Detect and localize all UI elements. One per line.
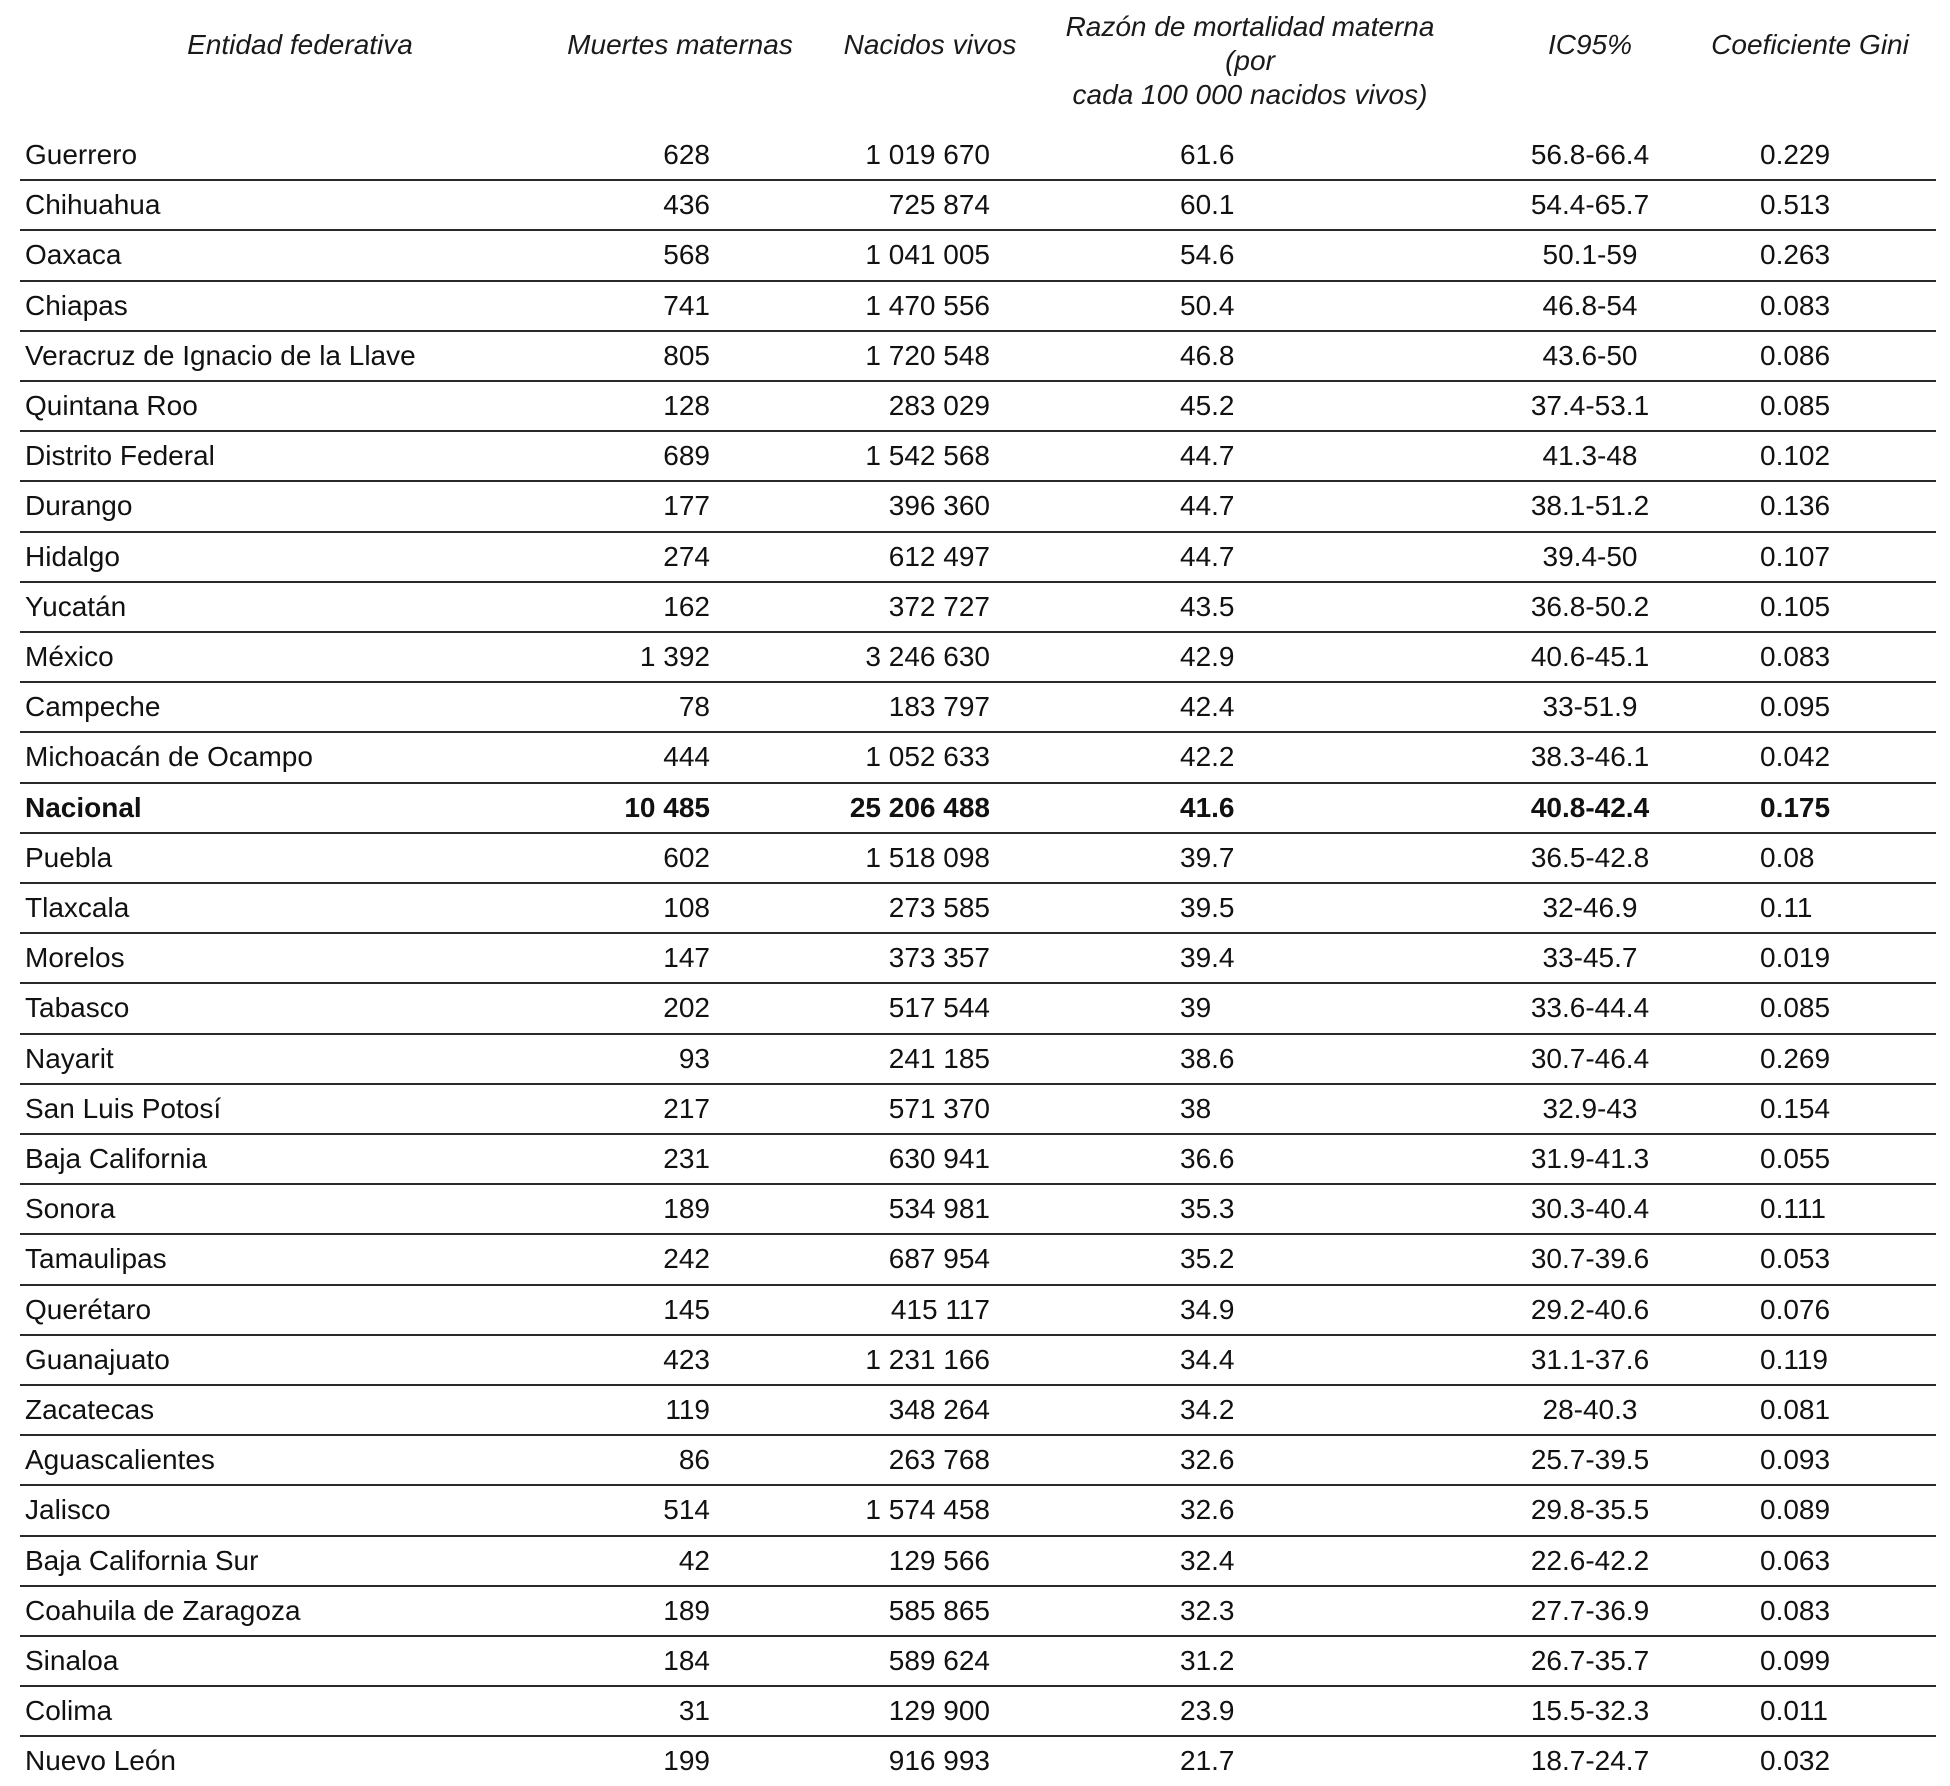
cell-gini: 0.107 <box>1760 540 1831 572</box>
cell-deaths: 231 <box>663 1143 710 1174</box>
cell-gini: 0.011 <box>1760 1695 1828 1727</box>
cell-deaths: 514 <box>663 1494 710 1526</box>
cell-births: 273 585 <box>888 892 990 923</box>
cell-gini: 0.053 <box>1760 1243 1831 1275</box>
cell-births: 1 542 568 <box>865 440 990 472</box>
cell-entity: Sinaloa <box>25 1645 119 1676</box>
cell-gini: 0.055 <box>1760 1143 1831 1174</box>
cell-ratio: 42.9 <box>1180 641 1235 672</box>
cell-ci: 31.9-41.3 <box>1530 1143 1650 1174</box>
cell-deaths: 628 <box>663 139 710 170</box>
header-entity: Entidad federativa <box>187 29 413 60</box>
cell-ci: 22.6-42.2 <box>1530 1544 1650 1576</box>
cell-gini: 0.263 <box>1760 239 1831 271</box>
cell-births: 348 264 <box>888 1394 990 1425</box>
cell-deaths: 147 <box>663 942 710 974</box>
cell-ci: 54.4-65.7 <box>1530 189 1650 221</box>
cell-entity: Guanajuato <box>25 1343 170 1375</box>
cell-gini: 0.111 <box>1760 1193 1826 1225</box>
cell-deaths: 202 <box>663 992 710 1024</box>
cell-ratio: 44.7 <box>1180 440 1235 472</box>
cell-ratio: 42.4 <box>1180 691 1235 723</box>
cell-entity: Tamaulipas <box>25 1243 167 1275</box>
cell-births: 1 720 548 <box>865 339 990 371</box>
cell-entity: Chihuahua <box>25 189 161 221</box>
cell-births: 373 357 <box>888 942 990 974</box>
cell-births: 1 019 670 <box>865 139 990 170</box>
cell-gini: 0.083 <box>1760 1594 1831 1626</box>
cell-gini: 0.032 <box>1760 1745 1831 1777</box>
cell-births: 3 246 630 <box>865 641 990 672</box>
cell-ratio: 60.1 <box>1180 189 1235 221</box>
cell-deaths: 162 <box>663 590 710 622</box>
cell-ratio: 39.7 <box>1180 841 1235 873</box>
cell-entity: Veracruz de Ignacio de la Llave <box>25 339 416 371</box>
cell-ratio: 34.4 <box>1180 1343 1235 1375</box>
cell-births: 372 727 <box>888 590 990 622</box>
cell-ci: 40.8-42.4 <box>1530 791 1650 823</box>
cell-deaths: 184 <box>663 1645 710 1676</box>
cell-gini: 0.085 <box>1760 992 1831 1024</box>
cell-ratio: 44.7 <box>1180 490 1235 522</box>
cell-ci: 29.8-35.5 <box>1530 1494 1650 1526</box>
cell-entity: Quintana Roo <box>25 390 198 421</box>
table-row <box>0 1084 1950 1134</box>
cell-deaths: 31 <box>678 1695 710 1727</box>
table-row <box>0 431 1950 481</box>
cell-gini: 0.513 <box>1760 189 1831 221</box>
cell-gini: 0.229 <box>1760 139 1831 170</box>
cell-entity: Zacatecas <box>25 1394 155 1425</box>
cell-ratio: 42.2 <box>1180 741 1235 773</box>
cell-ratio: 39.4 <box>1180 942 1235 974</box>
cell-gini: 0.083 <box>1760 641 1831 672</box>
cell-ratio: 21.7 <box>1180 1745 1235 1777</box>
cell-entity: Michoacán de Ocampo <box>25 741 313 773</box>
cell-entity: Morelos <box>25 942 125 974</box>
cell-gini: 0.269 <box>1760 1042 1831 1074</box>
cell-entity: Nacional <box>25 791 142 823</box>
cell-gini: 0.102 <box>1760 440 1831 472</box>
cell-gini: 0.119 <box>1760 1343 1828 1375</box>
cell-ci: 41.3-48 <box>1542 440 1638 472</box>
cell-ratio: 41.6 <box>1180 791 1235 823</box>
cell-deaths: 602 <box>663 841 710 873</box>
cell-entity: Coahuila de Zaragoza <box>25 1594 301 1626</box>
table-row <box>0 682 1950 732</box>
table-row <box>0 1435 1950 1485</box>
table-row <box>0 833 1950 883</box>
table-row <box>0 381 1950 431</box>
cell-entity: Tlaxcala <box>25 892 130 923</box>
cell-deaths: 189 <box>663 1193 710 1225</box>
cell-ratio: 46.8 <box>1180 339 1235 371</box>
table-row <box>0 883 1950 933</box>
cell-ratio: 35.2 <box>1180 1243 1235 1275</box>
cell-births: 263 768 <box>888 1444 990 1476</box>
cell-ci: 25.7-39.5 <box>1530 1444 1650 1476</box>
cell-gini: 0.105 <box>1760 590 1831 622</box>
table-row <box>0 1385 1950 1435</box>
cell-entity: Querétaro <box>25 1293 152 1325</box>
cell-entity: Baja California Sur <box>25 1544 259 1576</box>
cell-births: 630 941 <box>888 1143 990 1174</box>
cell-births: 589 624 <box>888 1645 990 1676</box>
cell-gini: 0.154 <box>1760 1092 1831 1124</box>
cell-ci: 32.9-43 <box>1542 1092 1638 1124</box>
cell-ratio: 54.6 <box>1180 239 1235 271</box>
header-births: Nacidos vivos <box>843 29 1017 60</box>
cell-deaths: 568 <box>663 239 710 271</box>
cell-ci: 31.1-37.6 <box>1530 1343 1650 1375</box>
cell-ci: 39.4-50 <box>1542 540 1638 572</box>
cell-births: 129 566 <box>888 1544 990 1576</box>
table-row <box>0 1285 1950 1335</box>
table-row <box>0 1134 1950 1184</box>
cell-ci: 38.3-46.1 <box>1530 741 1650 773</box>
cell-gini: 0.076 <box>1760 1293 1831 1325</box>
cell-deaths: 10 485 <box>624 791 710 823</box>
cell-ratio: 50.4 <box>1180 289 1235 321</box>
cell-deaths: 741 <box>663 289 710 321</box>
cell-births: 1 518 098 <box>865 841 990 873</box>
table-row <box>0 1586 1950 1636</box>
cell-ci: 15.5-32.3 <box>1530 1695 1650 1727</box>
cell-ratio: 44.7 <box>1180 540 1235 572</box>
cell-deaths: 423 <box>663 1343 710 1375</box>
cell-deaths: 189 <box>663 1594 710 1626</box>
table-row <box>0 1485 1950 1535</box>
cell-deaths: 78 <box>678 691 710 723</box>
cell-ci: 32-46.9 <box>1542 892 1638 923</box>
table-row <box>0 1234 1950 1284</box>
table-row <box>0 1034 1950 1084</box>
cell-gini: 0.019 <box>1760 942 1831 974</box>
cell-ci: 33-51.9 <box>1542 691 1638 723</box>
cell-ratio: 38 <box>1180 1092 1212 1124</box>
cell-ci: 28-40.3 <box>1542 1394 1638 1425</box>
table-row <box>0 1184 1950 1234</box>
cell-deaths: 199 <box>663 1745 710 1777</box>
cell-ci: 29.2-40.6 <box>1530 1293 1650 1325</box>
header-ci: IC95% <box>1547 29 1633 60</box>
table-row-total <box>0 783 1950 833</box>
cell-entity: Guerrero <box>25 139 138 170</box>
cell-entity: Campeche <box>25 691 161 723</box>
cell-gini: 0.042 <box>1760 741 1831 773</box>
table-row <box>0 1736 1950 1786</box>
cell-entity: Jalisco <box>25 1494 111 1526</box>
cell-births: 241 185 <box>888 1042 990 1074</box>
cell-entity: Chiapas <box>25 289 128 321</box>
cell-ci: 36.5-42.8 <box>1530 841 1650 873</box>
cell-entity: Baja California <box>25 1143 208 1174</box>
cell-ci: 37.4-53.1 <box>1530 390 1650 421</box>
cell-gini: 0.083 <box>1760 289 1831 321</box>
cell-entity: Nuevo León <box>25 1745 177 1777</box>
cell-entity: Puebla <box>25 841 113 873</box>
table-row <box>0 1536 1950 1586</box>
table-row <box>0 1636 1950 1686</box>
cell-ratio: 32.6 <box>1180 1444 1235 1476</box>
cell-deaths: 119 <box>665 1394 710 1425</box>
table-row <box>0 331 1950 381</box>
cell-deaths: 177 <box>663 490 710 522</box>
cell-ratio: 35.3 <box>1180 1193 1235 1225</box>
cell-ratio: 32.3 <box>1180 1594 1235 1626</box>
cell-gini: 0.081 <box>1760 1394 1831 1425</box>
cell-deaths: 108 <box>663 892 710 923</box>
cell-births: 687 954 <box>888 1243 990 1275</box>
header-ratio <box>1040 10 1460 112</box>
cell-births: 517 544 <box>888 992 990 1024</box>
cell-ratio: 39.5 <box>1180 892 1235 923</box>
cell-entity: Sonora <box>25 1193 116 1225</box>
cell-deaths: 436 <box>663 189 710 221</box>
cell-ci: 38.1-51.2 <box>1530 490 1650 522</box>
cell-ratio: 43.5 <box>1180 590 1235 622</box>
cell-deaths: 42 <box>678 1544 710 1576</box>
cell-deaths: 145 <box>663 1293 710 1325</box>
cell-births: 25 206 488 <box>849 791 990 823</box>
cell-ci: 26.7-35.7 <box>1530 1645 1650 1676</box>
cell-ci: 30.7-46.4 <box>1530 1042 1650 1074</box>
cell-births: 1 470 556 <box>865 289 990 321</box>
cell-gini: 0.086 <box>1760 339 1831 371</box>
cell-gini: 0.136 <box>1760 490 1831 522</box>
cell-deaths: 93 <box>678 1042 710 1074</box>
cell-births: 571 370 <box>888 1092 990 1124</box>
cell-ratio: 36.6 <box>1180 1143 1235 1174</box>
cell-ci: 30.3-40.4 <box>1530 1193 1650 1225</box>
cell-entity: México <box>25 641 114 672</box>
cell-entity: Colima <box>25 1695 113 1727</box>
cell-ratio: 32.6 <box>1180 1494 1235 1526</box>
table-row <box>0 180 1950 230</box>
cell-deaths: 805 <box>663 339 710 371</box>
cell-ratio: 34.2 <box>1180 1394 1235 1425</box>
cell-entity: Oaxaca <box>25 239 122 271</box>
header-ratio-line2: cada 100 000 nacidos vivos) <box>1072 79 1428 110</box>
cell-deaths: 444 <box>663 741 710 773</box>
table-row <box>0 933 1950 983</box>
cell-entity: Nayarit <box>25 1042 114 1074</box>
cell-gini: 0.089 <box>1760 1494 1831 1526</box>
table-row <box>0 230 1950 280</box>
cell-gini: 0.085 <box>1760 390 1831 421</box>
cell-entity: Yucatán <box>25 590 127 622</box>
cell-gini: 0.11 <box>1760 892 1813 923</box>
cell-ci: 46.8-54 <box>1542 289 1638 321</box>
cell-gini: 0.099 <box>1760 1645 1831 1676</box>
cell-births: 1 574 458 <box>865 1494 990 1526</box>
header-ratio-line1: Razón de mortalidad materna (por <box>1065 11 1435 76</box>
cell-ratio: 38.6 <box>1180 1042 1235 1074</box>
table-row <box>0 1335 1950 1385</box>
cell-ci: 50.1-59 <box>1542 239 1638 271</box>
cell-births: 1 231 166 <box>865 1343 990 1375</box>
cell-entity: Tabasco <box>25 992 130 1024</box>
table-row <box>0 632 1950 682</box>
cell-births: 396 360 <box>888 490 990 522</box>
cell-ci: 33-45.7 <box>1542 942 1638 974</box>
cell-births: 612 497 <box>888 540 990 572</box>
cell-ratio: 45.2 <box>1180 390 1235 421</box>
cell-gini: 0.08 <box>1760 841 1815 873</box>
cell-deaths: 128 <box>663 390 710 421</box>
table-row <box>0 481 1950 531</box>
cell-gini: 0.175 <box>1760 791 1831 823</box>
cell-deaths: 242 <box>663 1243 710 1275</box>
cell-births: 283 029 <box>888 390 990 421</box>
table-row <box>0 1686 1950 1736</box>
cell-ci: 43.6-50 <box>1542 339 1638 371</box>
header-gini: Coeficiente Gini <box>1711 29 1909 60</box>
cell-births: 585 865 <box>888 1594 990 1626</box>
cell-births: 725 874 <box>888 189 990 221</box>
cell-births: 1 052 633 <box>865 741 990 773</box>
cell-gini: 0.093 <box>1760 1444 1831 1476</box>
cell-ci: 36.8-50.2 <box>1530 590 1650 622</box>
cell-ratio: 61.6 <box>1180 139 1235 170</box>
cell-deaths: 1 392 <box>639 641 710 672</box>
cell-entity: Aguascalientes <box>25 1444 215 1476</box>
cell-ratio: 39 <box>1180 992 1212 1024</box>
header-deaths: Muertes maternas <box>567 29 793 60</box>
cell-entity: Durango <box>25 490 133 522</box>
cell-entity: San Luis Potosí <box>25 1092 222 1124</box>
cell-ratio: 31.2 <box>1180 1645 1235 1676</box>
cell-ratio: 23.9 <box>1180 1695 1235 1727</box>
cell-births: 129 900 <box>888 1695 990 1727</box>
cell-births: 534 981 <box>888 1193 990 1225</box>
cell-entity: Distrito Federal <box>25 440 215 472</box>
cell-births: 1 041 005 <box>865 239 990 271</box>
table-row <box>0 732 1950 782</box>
cell-deaths: 217 <box>663 1092 710 1124</box>
table-row <box>0 281 1950 331</box>
cell-deaths: 86 <box>678 1444 710 1476</box>
table-header <box>0 10 1950 110</box>
table-row <box>0 983 1950 1033</box>
cell-ci: 27.7-36.9 <box>1530 1594 1650 1626</box>
cell-gini: 0.095 <box>1760 691 1831 723</box>
cell-deaths: 689 <box>663 440 710 472</box>
cell-ci: 30.7-39.6 <box>1530 1243 1650 1275</box>
cell-births: 415 117 <box>890 1293 990 1325</box>
cell-gini: 0.063 <box>1760 1544 1831 1576</box>
cell-deaths: 274 <box>663 540 710 572</box>
table-row <box>0 130 1950 180</box>
cell-ci: 33.6-44.4 <box>1530 992 1650 1024</box>
cell-ci: 18.7-24.7 <box>1530 1745 1650 1777</box>
table-row <box>0 532 1950 582</box>
cell-ci: 40.6-45.1 <box>1530 641 1650 672</box>
cell-births: 916 993 <box>888 1745 990 1777</box>
cell-births: 183 797 <box>888 691 990 723</box>
cell-ratio: 32.4 <box>1180 1544 1235 1576</box>
table-row <box>0 582 1950 632</box>
cell-ratio: 34.9 <box>1180 1293 1235 1325</box>
cell-ci: 56.8-66.4 <box>1530 139 1650 170</box>
cell-entity: Hidalgo <box>25 540 120 572</box>
